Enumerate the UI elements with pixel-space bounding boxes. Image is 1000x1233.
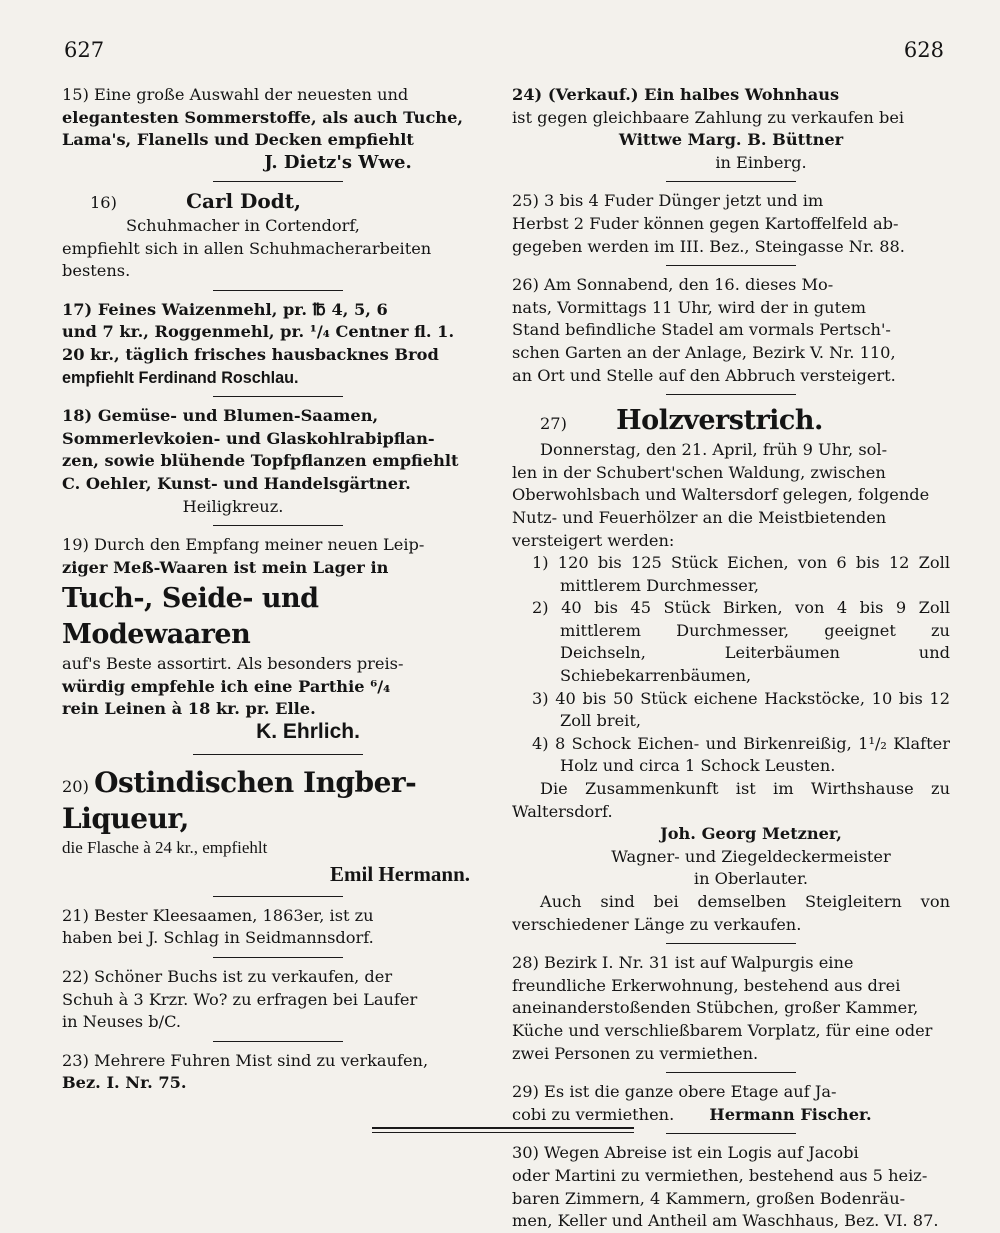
ad-27-extra: Auch sind bei demselben Steigleitern von verschiedener Länge zu verkaufen. — [512, 892, 950, 934]
ad-17-line: 20 kr., täglich frisches hausbacknes Brod — [62, 344, 439, 364]
ad-24 — [512, 84, 950, 174]
ad-16 — [62, 190, 494, 282]
ad-25-line: Herbst 2 Fuder können gegen Kartoffelfeld ab- — [512, 213, 899, 233]
ad-19-line: auf's Beste assortirt. Als besonders preis- — [62, 654, 404, 674]
right-column — [512, 84, 950, 1233]
separator-rule — [666, 394, 796, 395]
ad-27-text: len in der Schubert'schen Waldung, zwischen — [512, 462, 886, 482]
list-item: 4) 8 Schock Eichen- und Birkenreißig, 1¹/₂ Klafter Holz und circa 1 Schock Leusten. — [532, 733, 950, 776]
ad-25 — [512, 190, 950, 258]
page-number-left: 627 — [64, 38, 105, 62]
ad-22 — [62, 966, 494, 1034]
ad-24-line: 24) (Verkauf.) Ein halbes Wohnhaus — [512, 85, 840, 104]
ad-20 — [62, 765, 494, 886]
ad-20-header — [62, 765, 494, 837]
ad-27 — [512, 403, 950, 936]
ad-23-line: Bez. I. Nr. 75. — [62, 1073, 187, 1093]
separator-rule — [666, 181, 796, 182]
ad-28-line: freundliche Erkerwohnung, bestehend aus drei — [512, 975, 901, 995]
ad-16-number: 16) — [90, 193, 117, 213]
ad-18-line: 18) Gemüse- und Blumen-Saamen, — [62, 406, 379, 426]
separator-rule — [213, 290, 343, 291]
ad-17 — [62, 299, 494, 389]
separator-rule — [666, 943, 796, 944]
ad-22-line: 22) Schöner Buchs ist zu verkaufen, der — [62, 967, 393, 987]
ad-29 — [512, 1081, 950, 1126]
ad-18 — [62, 405, 494, 518]
separator-rule — [213, 181, 343, 182]
page-end-rule — [372, 1127, 634, 1133]
ad-16-text: empfiehlt sich in allen Schuhmacherarbeiten bestens. — [62, 238, 432, 281]
ad-27-text: Nutz- und Feuerhölzer an die Meistbietenden — [512, 507, 887, 527]
ad-17-line: 17) Feines Waizenmehl, pr. ℔ 4, 5, 6 — [62, 299, 388, 319]
ad-30-line: men, Keller und Antheil am Waschhaus, Bez. VI. 87. — [512, 1211, 939, 1231]
list-item: 2) 40 bis 45 Stück Birken, von 4 bis 9 Zoll mittlerem Durchmesser, geeignet zu Deichseln, Leiterbäumen und Schiebekarrenbäumen, — [532, 598, 950, 686]
ad-15-line: Lama's, Flanells und Decken empfiehlt — [62, 130, 414, 150]
list-item: 3) 40 bis 50 Stück eichene Hackstöcke, 10 bis 12 Zoll breit, — [532, 688, 950, 731]
ad-18-line: zen, sowie blühende Topfpflanzen empfiehlt — [62, 451, 459, 471]
ad-30-line: baren Zimmern, 4 Kammern, großen Bodenräu- — [512, 1188, 906, 1208]
ad-28-line: zwei Personen zu vermiethen. — [512, 1043, 759, 1063]
ad-17-signature: empfiehlt Ferdinand Roschlau. — [62, 368, 299, 387]
ad-19 — [62, 534, 494, 744]
ad-16-header — [62, 190, 494, 215]
ad-29-line: 29) Es ist die ganze obere Etage auf Ja- — [512, 1082, 837, 1102]
ad-26-line: Stand befindliche Stadel am vormals Pertsch'- — [512, 320, 891, 340]
ad-26-line: schen Garten an der Anlage, Bezirk V. Nr. 110, — [512, 342, 896, 362]
ad-21-line: 21) Bester Kleesaamen, 1863er, ist zu — [62, 905, 374, 925]
ad-15-line: elegantesten Sommerstoffe, als auch Tuche, — [62, 107, 464, 127]
ad-27-number: 27) — [540, 414, 567, 434]
ad-27-signature-trade: Wagner- und Ziegeldeckermeister — [611, 846, 891, 866]
left-column — [62, 84, 494, 1095]
separator-rule — [213, 957, 343, 958]
ad-28 — [512, 952, 950, 1065]
ad-24-line: Wittwe Marg. B. Büttner — [618, 130, 844, 150]
ad-17-line: und 7 kr., Roggenmehl, pr. ¹/₄ Centner fl. 1. — [62, 322, 455, 342]
ad-26-line: nats, Vormittags 11 Uhr, wird der in gutem — [512, 297, 867, 317]
ad-21 — [62, 905, 494, 950]
ad-25-line: 25) 3 bis 4 Fuder Dünger jetzt und im — [512, 191, 824, 211]
ad-20-headline: Ostindischen Ingber-Liqueur, — [62, 765, 417, 835]
ad-15-signature: J. Dietz's Wwe. — [264, 151, 412, 173]
ad-30 — [512, 1142, 950, 1232]
separator-rule — [213, 896, 343, 897]
ad-22-line: in Neuses b/C. — [62, 1012, 182, 1032]
separator-rule — [666, 1133, 796, 1134]
ad-27-text: versteigert werden: — [512, 530, 675, 550]
ad-30-line: oder Martini zu vermiethen, bestehend aus 5 heiz- — [512, 1165, 928, 1185]
ad-18-place: Heiligkreuz. — [182, 496, 284, 516]
ad-18-line: Sommerlevkoien- und Glaskohlrabipflan- — [62, 428, 435, 448]
ad-20-text: die Flasche à 24 kr., empfiehlt — [62, 837, 268, 857]
ad-15-line: 15) Eine große Auswahl der neuesten und — [62, 85, 409, 104]
ad-21-line: haben bei J. Schlag in Seidmannsdorf. — [62, 928, 374, 948]
ad-27-signature-name: Joh. Georg Metzner, — [660, 824, 842, 844]
ad-18-signature: C. Oehler, Kunst- und Handelsgärtner. — [62, 473, 411, 493]
ad-27-item-list — [512, 552, 950, 778]
ad-19-headline: Tuch-, Seide- und Modewaaren — [62, 583, 319, 651]
ad-22-line: Schuh à 3 Krzr. Wo? zu erfragen bei Laufer — [62, 989, 418, 1009]
ad-30-line: 30) Wegen Abreise ist ein Logis auf Jacobi — [512, 1143, 859, 1163]
ad-28-line: 28) Bezirk I. Nr. 31 ist auf Walpurgis eine — [512, 953, 854, 973]
ad-29-signature: Hermann Fischer. — [709, 1104, 872, 1124]
ad-26-line: an Ort und Stelle auf den Abbruch versteigert. — [512, 365, 896, 385]
ad-27-meeting: Die Zusammenkunft ist im Wirthshause zu Waltersdorf. — [512, 779, 950, 821]
separator-rule — [666, 265, 796, 266]
separator-rule — [193, 754, 363, 755]
ad-20-number: 20) — [62, 776, 89, 796]
ad-27-text: Oberwohlsbach und Waltersdorf gelegen, folgende — [512, 485, 930, 505]
ad-19-signature: K. Ehrlich. — [256, 720, 360, 744]
separator-rule — [666, 1072, 796, 1073]
ad-23-line: 23) Mehrere Fuhren Mist sind zu verkaufen, — [62, 1050, 429, 1070]
ad-25-line: gegeben werden im III. Bez., Steingasse Nr. 88. — [512, 236, 905, 256]
ad-27-headline: Holzverstrich. — [616, 405, 823, 437]
ad-27-header — [512, 403, 950, 439]
separator-rule — [213, 396, 343, 397]
ad-23 — [62, 1050, 494, 1095]
ad-27-signature-place: in Oberlauter. — [693, 869, 809, 889]
ad-16-name: Carl Dodt, — [186, 189, 301, 214]
ad-19-line: rein Leinen à 18 kr. pr. Elle. — [62, 699, 316, 719]
ad-29-line: cobi zu vermiethen. — [512, 1104, 675, 1124]
ad-20-signature: Emil Hermann. — [330, 862, 470, 887]
ad-26-line: 26) Am Sonnabend, den 16. dieses Mo- — [512, 275, 834, 295]
ad-24-line: ist gegen gleichbaare Zahlung zu verkaufen bei — [512, 107, 905, 127]
ad-19-line: ziger Meß-Waaren ist mein Lager in — [62, 557, 389, 577]
ad-19-line: 19) Durch den Empfang meiner neuen Leip- — [62, 535, 425, 555]
ad-24-line: in Einberg. — [715, 152, 807, 172]
ad-16-trade: Schuhmacher in Cortendorf, — [126, 215, 360, 235]
ad-27-text: Donnerstag, den 21. April, früh 9 Uhr, sol- — [540, 440, 888, 460]
page-number-right: 628 — [903, 38, 944, 62]
ad-28-line: aneinanderstoßenden Stübchen, großer Kammer, — [512, 998, 919, 1018]
separator-rule — [213, 525, 343, 526]
ad-29-line2 — [512, 1104, 950, 1127]
separator-rule — [213, 1041, 343, 1042]
list-item: 1) 120 bis 125 Stück Eichen, von 6 bis 12 Zoll mittlerem Durchmesser, — [532, 553, 950, 595]
ad-15 — [62, 84, 494, 174]
ad-28-line: Küche und verschließbarem Vorplatz, für eine oder — [512, 1020, 933, 1040]
ad-26 — [512, 274, 950, 387]
ad-19-line: würdig empfehle ich eine Parthie ⁶/₄ — [62, 676, 391, 696]
